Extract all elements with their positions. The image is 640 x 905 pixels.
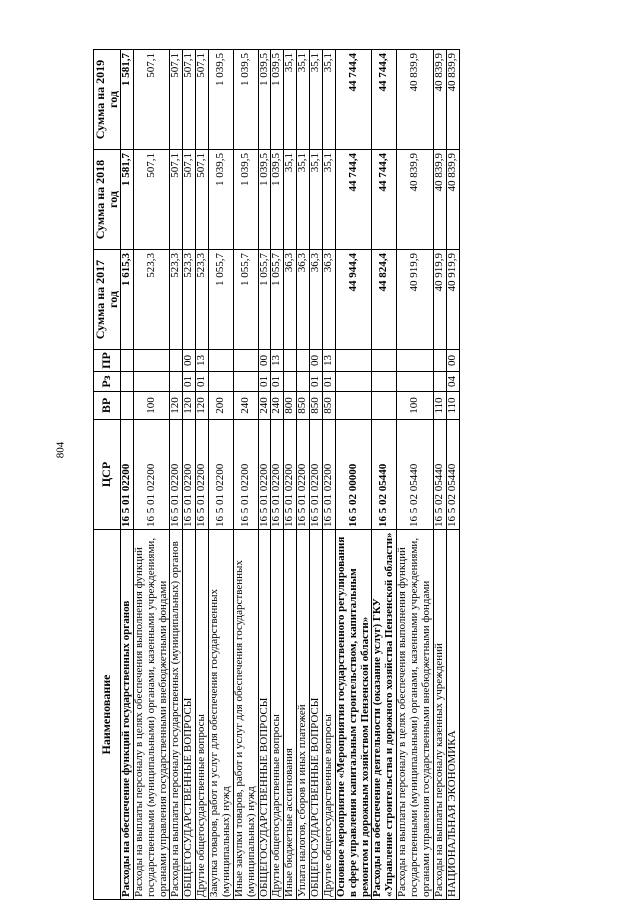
cell-rz — [209, 372, 234, 392]
cell-vr: 200 — [209, 392, 234, 420]
table-row — [397, 50, 434, 900]
cell-sum-2018: 35,1 — [310, 150, 323, 250]
cell-sum-2018: 35,1 — [297, 150, 310, 250]
cell-pr: 00 — [310, 350, 323, 372]
cell-sum-2018: 1 039,5 — [233, 150, 258, 250]
cell-sum-2017: 523,3 — [196, 250, 209, 350]
cell-rz: 01 — [271, 372, 284, 392]
cell-sum-2017: 36,3 — [297, 250, 310, 350]
cell-csr: 16 5 01 02200 — [284, 420, 297, 530]
cell-sum-2017: 44 944,4 — [335, 250, 372, 350]
cell-name: Другие общегосударственные вопросы — [322, 530, 335, 900]
cell-csr: 16 5 01 02200 — [271, 420, 284, 530]
cell-pr: 00 — [446, 350, 459, 372]
cell-pr: 13 — [322, 350, 335, 372]
table-row — [372, 50, 397, 900]
cell-sum-2019: 40 839,9 — [397, 50, 434, 150]
cell-sum-2018: 40 839,9 — [433, 150, 446, 250]
cell-vr: 120 — [170, 392, 183, 420]
cell-csr: 16 5 01 02200 — [133, 420, 170, 530]
cell-sum-2019: 1 039,5 — [271, 50, 284, 150]
cell-sum-2019: 1 039,5 — [258, 50, 271, 150]
cell-rz — [133, 372, 170, 392]
cell-rz — [284, 372, 297, 392]
cell-sum-2018: 40 839,9 — [397, 150, 434, 250]
header-sum-2018: Сумма на 2018 год — [94, 150, 121, 250]
cell-sum-2017: 44 824,4 — [372, 250, 397, 350]
cell-rz: 01 — [258, 372, 271, 392]
cell-sum-2018: 35,1 — [322, 150, 335, 250]
table-row — [258, 50, 271, 900]
cell-sum-2018: 507,1 — [170, 150, 183, 250]
cell-vr: 240 — [271, 392, 284, 420]
page-number: 804 — [54, 441, 67, 459]
cell-rz: 01 — [310, 372, 323, 392]
cell-vr: 120 — [196, 392, 209, 420]
cell-sum-2017: 40 919,9 — [433, 250, 446, 350]
cell-name: Расходы на обеспечение функций государственных органов — [120, 530, 133, 900]
cell-name: НАЦИОНАЛЬНАЯ ЭКОНОМИКА — [446, 530, 459, 900]
cell-sum-2017: 40 919,9 — [397, 250, 434, 350]
cell-vr: 240 — [233, 392, 258, 420]
cell-sum-2019: 35,1 — [310, 50, 323, 150]
cell-sum-2019: 40 839,9 — [433, 50, 446, 150]
cell-pr — [284, 350, 297, 372]
cell-sum-2019: 40 839,9 — [446, 50, 459, 150]
table-row — [284, 50, 297, 900]
cell-sum-2017: 36,3 — [322, 250, 335, 350]
cell-sum-2018: 1 581,7 — [120, 150, 133, 250]
cell-name: Уплата налогов, сборов и иных платежей — [297, 530, 310, 900]
cell-csr: 16 5 02 05440 — [372, 420, 397, 530]
cell-pr: 13 — [271, 350, 284, 372]
cell-csr: 16 5 01 02200 — [196, 420, 209, 530]
cell-csr: 16 5 02 00000 — [335, 420, 372, 530]
cell-pr — [372, 350, 397, 372]
cell-vr — [120, 392, 133, 420]
cell-pr: 13 — [196, 350, 209, 372]
cell-name: Расходы на выплаты персоналу в целях обеспечения выполнения функций государственными (муниципальными) органами, казенными учреждениями, органами управления государственными внебюджетными фондами — [397, 530, 434, 900]
cell-vr: 240 — [258, 392, 271, 420]
table-row — [433, 50, 446, 900]
cell-rz: 04 — [446, 372, 459, 392]
cell-vr: 110 — [433, 392, 446, 420]
cell-vr: 100 — [133, 392, 170, 420]
cell-name: Другие общегосударственные вопросы — [271, 530, 284, 900]
cell-sum-2019: 1 581,7 — [120, 50, 133, 150]
cell-sum-2018: 1 039,5 — [209, 150, 234, 250]
cell-name: Основное мероприятие «Мероприятия государственного регулирования в сфере управления капитальным строительством, капитальным ремонтом и дорожным хозяйством Пензенской области» — [335, 530, 372, 900]
cell-vr — [372, 392, 397, 420]
cell-name: ОБЩЕГОСУДАРСТВЕННЫЕ ВОПРОСЫ — [310, 530, 323, 900]
table-row — [133, 50, 170, 900]
cell-sum-2018: 507,1 — [196, 150, 209, 250]
cell-rz — [233, 372, 258, 392]
cell-vr: 110 — [446, 392, 459, 420]
cell-csr: 16 5 01 02200 — [310, 420, 323, 530]
cell-sum-2019: 44 744,4 — [335, 50, 372, 150]
cell-name: Иные закупки товаров, работ и услуг для обеспечения государственных (муниципальных) нужд — [233, 530, 258, 900]
cell-sum-2019: 507,1 — [170, 50, 183, 150]
cell-vr: 120 — [183, 392, 196, 420]
table-row — [297, 50, 310, 900]
cell-csr: 16 5 02 05440 — [433, 420, 446, 530]
cell-sum-2019: 507,1 — [196, 50, 209, 150]
cell-pr — [335, 350, 372, 372]
table-row — [170, 50, 183, 900]
cell-pr — [233, 350, 258, 372]
cell-csr: 16 5 02 05440 — [397, 420, 434, 530]
table-row — [196, 50, 209, 900]
cell-sum-2019: 35,1 — [322, 50, 335, 150]
cell-sum-2017: 36,3 — [284, 250, 297, 350]
cell-sum-2017: 1 055,7 — [271, 250, 284, 350]
header-rz: Рз — [94, 372, 121, 392]
cell-sum-2019: 35,1 — [297, 50, 310, 150]
cell-sum-2017: 36,3 — [310, 250, 323, 350]
header-sum-2017: Сумма на 2017 год — [94, 250, 121, 350]
cell-sum-2017: 40 919,9 — [446, 250, 459, 350]
table-row — [446, 50, 459, 900]
cell-rz — [433, 372, 446, 392]
cell-sum-2019: 1 039,5 — [209, 50, 234, 150]
cell-sum-2017: 1 055,7 — [209, 250, 234, 350]
cell-rz — [170, 372, 183, 392]
cell-vr — [335, 392, 372, 420]
cell-name: Расходы на выплаты персоналу в целях обеспечения выполнения функций государственными (муниципальными) органами, казенными учреждениями, органами управления государственными внебюджетными фондами — [133, 530, 170, 900]
cell-rz: 01 — [196, 372, 209, 392]
budget-table — [93, 49, 460, 900]
cell-sum-2017: 523,3 — [170, 250, 183, 350]
cell-pr: 00 — [258, 350, 271, 372]
cell-pr — [397, 350, 434, 372]
cell-pr — [433, 350, 446, 372]
cell-sum-2017: 1 055,7 — [233, 250, 258, 350]
cell-sum-2018: 44 744,4 — [335, 150, 372, 250]
cell-vr: 100 — [397, 392, 434, 420]
cell-sum-2018: 507,1 — [133, 150, 170, 250]
header-name: Наименование — [94, 530, 121, 900]
rotated-page — [93, 50, 460, 900]
cell-csr: 16 5 01 02200 — [183, 420, 196, 530]
header-vr: ВР — [94, 392, 121, 420]
cell-vr: 850 — [297, 392, 310, 420]
cell-rz — [297, 372, 310, 392]
table-row — [183, 50, 196, 900]
cell-sum-2017: 1 055,7 — [258, 250, 271, 350]
cell-name: ОБЩЕГОСУДАРСТВЕННЫЕ ВОПРОСЫ — [183, 530, 196, 900]
cell-pr — [133, 350, 170, 372]
cell-sum-2018: 507,1 — [183, 150, 196, 250]
cell-sum-2019: 1 039,5 — [233, 50, 258, 150]
cell-pr — [209, 350, 234, 372]
cell-rz — [372, 372, 397, 392]
cell-vr: 850 — [322, 392, 335, 420]
cell-csr: 16 5 01 02200 — [120, 420, 133, 530]
cell-name: ОБЩЕГОСУДАРСТВЕННЫЕ ВОПРОСЫ — [258, 530, 271, 900]
cell-rz — [397, 372, 434, 392]
cell-sum-2018: 40 839,9 — [446, 150, 459, 250]
cell-name: Иные бюджетные ассигнования — [284, 530, 297, 900]
cell-name: Закупка товаров, работ и услуг для обеспечения государственных (муниципальных) нужд — [209, 530, 234, 900]
cell-pr — [297, 350, 310, 372]
cell-csr: 16 5 01 02200 — [258, 420, 271, 530]
cell-csr: 16 5 02 05440 — [446, 420, 459, 530]
cell-pr — [170, 350, 183, 372]
cell-vr: 850 — [310, 392, 323, 420]
cell-sum-2019: 35,1 — [284, 50, 297, 150]
cell-sum-2018: 35,1 — [284, 150, 297, 250]
cell-rz: 01 — [322, 372, 335, 392]
table-row — [335, 50, 372, 900]
cell-sum-2017: 1 615,3 — [120, 250, 133, 350]
header-sum-2019: Сумма на 2019 год — [94, 50, 121, 150]
cell-sum-2019: 44 744,4 — [372, 50, 397, 150]
cell-csr: 16 5 01 02200 — [297, 420, 310, 530]
cell-csr: 16 5 01 02200 — [233, 420, 258, 530]
cell-sum-2019: 507,1 — [183, 50, 196, 150]
table-row — [310, 50, 323, 900]
table-row — [271, 50, 284, 900]
cell-name: Расходы на обеспечение деятельности (оказание услуг) ГКУ «Управление строительства и дорожного хозяйства Пензенской области» — [372, 530, 397, 900]
cell-vr: 800 — [284, 392, 297, 420]
table-row — [322, 50, 335, 900]
cell-pr — [120, 350, 133, 372]
table-row — [209, 50, 234, 900]
cell-csr: 16 5 01 02200 — [170, 420, 183, 530]
cell-rz: 01 — [183, 372, 196, 392]
header-csr: ЦСР — [94, 420, 121, 530]
table-row — [233, 50, 258, 900]
cell-rz — [335, 372, 372, 392]
table-body — [120, 50, 459, 900]
cell-sum-2019: 507,1 — [133, 50, 170, 150]
header-pr: ПР — [94, 350, 121, 372]
cell-name: Расходы на выплаты персоналу государственных (муниципальных) органов — [170, 530, 183, 900]
cell-pr: 00 — [183, 350, 196, 372]
cell-sum-2018: 44 744,4 — [372, 150, 397, 250]
cell-sum-2018: 1 039,5 — [258, 150, 271, 250]
cell-csr: 16 5 01 02200 — [322, 420, 335, 530]
cell-sum-2017: 523,3 — [183, 250, 196, 350]
table-row — [120, 50, 133, 900]
cell-name: Другие общегосударственные вопросы — [196, 530, 209, 900]
cell-sum-2018: 1 039,5 — [271, 150, 284, 250]
cell-name: Расходы на выплаты персоналу казенных учреждений — [433, 530, 446, 900]
table-header-row — [94, 50, 121, 900]
cell-rz — [120, 372, 133, 392]
cell-sum-2017: 523,3 — [133, 250, 170, 350]
cell-csr: 16 5 01 02200 — [209, 420, 234, 530]
